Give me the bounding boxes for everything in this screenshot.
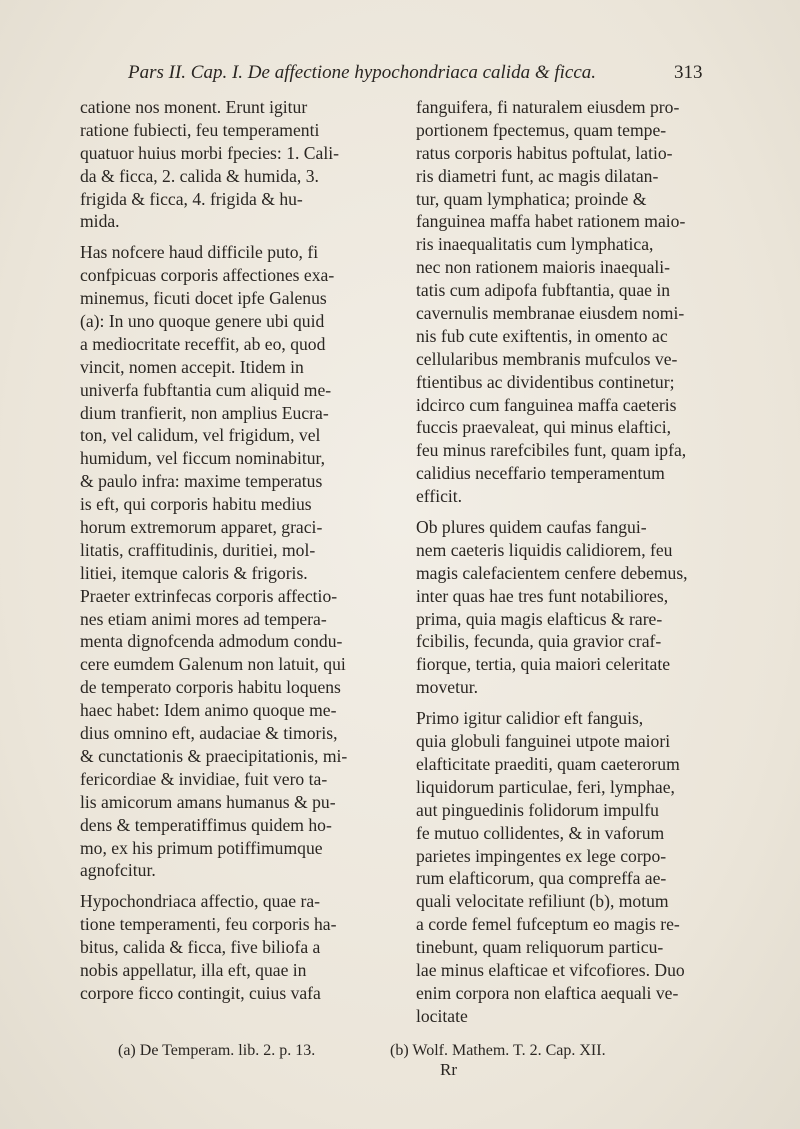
text-line: ris inaequalitatis cum lymphatica, (416, 234, 654, 255)
text-line: corpore ficco contingit, cuius vafa (80, 982, 321, 1003)
text-line: Praeter extrinfecas corporis affectio- (80, 585, 338, 606)
text-line: movetur. (416, 677, 479, 698)
text-line: elafticitate praediti, quam caeterorum (416, 753, 680, 774)
text-line: litatis, craffitudinis, duritiei, mol- (80, 539, 316, 560)
text-line: ris diametri funt, ac magis dilatan- (416, 165, 659, 186)
text-line: idcirco cum fanguinea maffa caeteris (416, 394, 677, 415)
text-line: haec habet: Idem animo quoque me- (80, 700, 337, 721)
text-line: enim corpora non elaftica aequali ve- (416, 982, 679, 1003)
paragraph-gap (416, 699, 738, 707)
text-line: liquidorum particulae, feri, lymphae, (416, 776, 675, 797)
text-line: agnofcitur. (80, 860, 156, 881)
text-line: cere eumdem Galenum non latuit, qui (80, 654, 346, 675)
text-line: fericordiae & invidiae, fuit vero ta- (80, 768, 328, 789)
text-line: locitate (416, 1005, 468, 1026)
text-line: menta dignofcenda admodum condu- (80, 631, 343, 652)
text-line: a corde femel fufceptum eo magis re- (416, 914, 680, 935)
text-line: magis calefacientem cenfere debemus, (416, 562, 688, 583)
footnote-b: (b) Wolf. Mathem. T. 2. Cap. XII. (390, 1042, 606, 1059)
text-line: mo, ex his primum potiffimumque (80, 837, 323, 858)
text-line: fanguinea maffa habet rationem maio- (416, 211, 686, 232)
text-line: da & ficca, 2. calida & humida, 3. (80, 165, 319, 186)
text-line: lis amicorum amans humanus & pu- (80, 791, 336, 812)
signature-mark: Rr (440, 1060, 457, 1079)
text-line: confpicuas corporis affectiones exa- (80, 265, 335, 286)
text-line: Ob plures quidem caufas fangui- (416, 517, 647, 538)
text-line: quia globuli fanguinei utpote maiori (416, 731, 671, 752)
text-line: ratus corporis habitus poftulat, latio- (416, 142, 673, 163)
text-line: dius omnino eft, audaciae & timoris, (80, 723, 338, 744)
text-line: efficit. (416, 486, 463, 507)
text-line: is eft, qui corporis habitu medius (80, 494, 312, 515)
left-text-column (80, 96, 398, 1005)
text-line: (a): In uno quoque genere ubi quid (80, 311, 325, 332)
text-line: vincit, nomen accepit. Itidem in (80, 356, 304, 377)
text-line: prima, quia magis elafticus & rare- (416, 608, 663, 629)
text-line: ftientibus ac dividentibus continetur; (416, 371, 675, 392)
running-head (0, 62, 800, 90)
text-line: & cunctationis & praecipitationis, mi- (80, 745, 348, 766)
text-line: cellularibus membranis mufculos ve- (416, 348, 678, 369)
text-line: inter quas hae tres funt notabiliores, (416, 585, 669, 606)
text-line: bitus, calida & ficca, five biliofa a (80, 937, 321, 958)
text-line: minemus, ficuti docet ipfe Galenus (80, 288, 327, 309)
text-line: parietes impingentes ex lege corpo- (416, 845, 667, 866)
text-line: de temperato corporis habitu loquens (80, 677, 341, 698)
text-line: nem caeteris liquidis calidiorem, feu (416, 539, 673, 560)
text-line: fe mutuo collidentes, & in vaforum (416, 822, 665, 843)
text-line: feu minus rarefcibiles funt, quam ipfa, (416, 440, 687, 461)
text-line: frigida & ficca, 4. frigida & hu- (80, 188, 303, 209)
text-line: dium tranfierit, non amplius Eucra- (80, 402, 329, 423)
text-line: horum extremorum apparet, graci- (80, 517, 323, 538)
text-line: ton, vel calidum, vel frigidum, vel (80, 425, 321, 446)
text-line: tinebunt, quam reliquorum particu- (416, 937, 664, 958)
running-head-title: Pars II. Cap. I. De affectione hypochondriaca calida & ficca. (128, 62, 597, 83)
text-line: dens & temperatiffimus quidem ho- (80, 814, 332, 835)
text-line: mida. (80, 211, 120, 232)
text-line: fuccis praevaleat, qui minus elaftici, (416, 417, 672, 438)
text-line: humidum, vel ficcum nominabitur, (80, 448, 326, 469)
paragraph-gap (416, 508, 738, 516)
footnote-a: (a) De Temperam. lib. 2. p. 13. (118, 1042, 316, 1059)
text-line: fcibilis, fecunda, quia gravior craf- (416, 631, 662, 652)
text-line: tione temperamenti, feu corporis ha- (80, 914, 337, 935)
right-text-column (416, 96, 738, 1028)
text-line: quali velocitate refiliunt (b), motum (416, 891, 669, 912)
page-number: 313 (674, 62, 703, 83)
text-line: nec non rationem maioris inaequali- (416, 257, 671, 278)
text-line: nis fub cute exiftentis, in omento ac (416, 325, 668, 346)
text-line: lae minus elafticae et vifcofiores. Duo (416, 959, 685, 980)
text-line: & paulo infra: maxime temperatus (80, 471, 323, 492)
text-line: tatis cum adipofa fubftantia, quae in (416, 280, 671, 301)
text-line: a mediocritate receffit, ab eo, quod (80, 333, 326, 354)
text-line: Hypochondriaca affectio, quae ra- (80, 891, 320, 912)
text-line: univerfa fubftantia cum aliquid me- (80, 379, 332, 400)
paragraph-gap (80, 882, 398, 890)
text-line: ratione fubiecti, feu temperamenti (80, 119, 320, 140)
text-line: calidius neceffario temperamentum (416, 463, 665, 484)
paragraph-gap (80, 233, 398, 241)
text-line: cavernulis membranae eiusdem nomi- (416, 303, 685, 324)
text-line: tur, quam lymphatica; proinde & (416, 188, 647, 209)
text-line: portionem fpectemus, quam tempe- (416, 119, 667, 140)
text-line: quatuor huius morbi fpecies: 1. Cali- (80, 142, 339, 163)
text-line: litiei, itemque caloris & frigoris. (80, 562, 308, 583)
text-line: rum elafticorum, qua compreffa ae- (416, 868, 667, 889)
text-line: Has nofcere haud difficile puto, fi (80, 242, 319, 263)
text-line: Primo igitur calidior eft fanguis, (416, 708, 644, 729)
text-line: catione nos monent. Erunt igitur (80, 97, 308, 117)
text-line: nes etiam animi mores ad tempera- (80, 608, 327, 629)
text-line: aut pinguedinis folidorum impulfu (416, 799, 659, 820)
text-line: fanguifera, fi naturalem eiusdem pro- (416, 97, 680, 117)
text-line: fiorque, tertia, quia maiori celeritate (416, 654, 671, 675)
text-line: nobis appellatur, illa eft, quae in (80, 959, 307, 980)
